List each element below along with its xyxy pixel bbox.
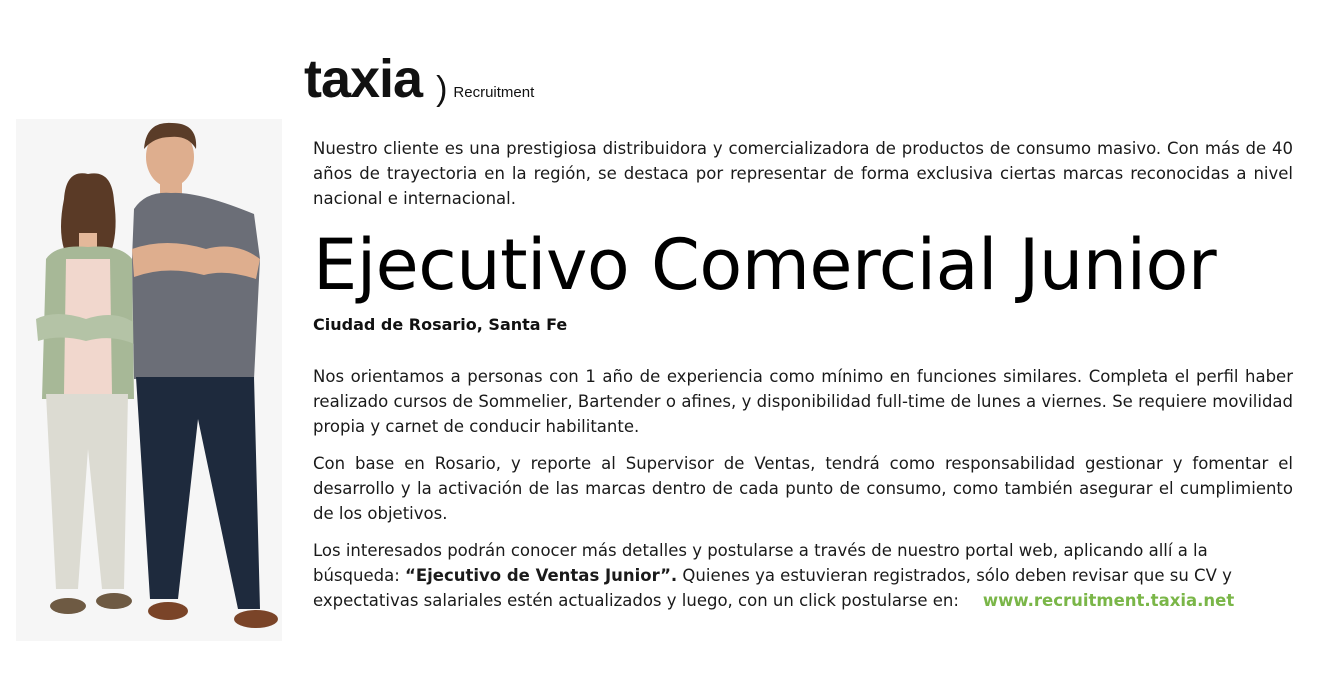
application-text-start: Los interesados podrán conocer más detalles y postularse a través de nuestro portal web, aplicando allí a la búsqueda: [313, 541, 1208, 585]
taxia-logo [304, 49, 535, 109]
job-location: Ciudad de Rosario, Santa Fe [313, 315, 568, 334]
search-title-quote: “Ejecutivo de Ventas Junior”. [405, 566, 678, 585]
people-photo [16, 119, 282, 641]
recruitment-site-link[interactable]: www.recruitment.taxia.net [982, 591, 1235, 610]
job-posting [313, 136, 1293, 625]
logo-tagline: Recruitment [453, 84, 535, 101]
woman-figure [36, 173, 136, 614]
application-paragraph [313, 538, 1293, 613]
responsibilities-paragraph: Con base en Rosario, y reporte al Supervisor de Ventas, tendrá como responsabilidad gestionar y fomentar el desarrollo y la activación de las marcas dentro de cada punto de consumo, como también asegurar el cumplimiento de los objetivos. [313, 454, 1293, 523]
man-figure [132, 123, 278, 628]
application-text-end: Quienes ya estuvieran registrados, sólo deben revisar que su CV y expectativas salariales estén actualizados y luego, con un click postularse en: [313, 566, 1232, 610]
logo-wordmark: taxia [304, 49, 423, 109]
job-title: Ejecutivo Comercial Junior [313, 224, 1217, 306]
logo-parenthesis: ) [436, 70, 448, 108]
requirements-paragraph: Nos orientamos a personas con 1 año de experiencia como mínimo en funciones similares. Completa el perfil haber realizado cursos de Sommelier, Bartender o afines, y disponibilidad full-time de lunes a viernes. Se requiere movilidad propia y carnet de conducir habilitante. [313, 367, 1293, 436]
company-intro: Nuestro cliente es una prestigiosa distribuidora y comercializadora de productos de consumo masivo. Con más de 40 años de trayectoria en la región, se destaca por representar de forma exclusiva ciertas marcas reconocidas a nivel nacional e internacional. [313, 139, 1293, 208]
